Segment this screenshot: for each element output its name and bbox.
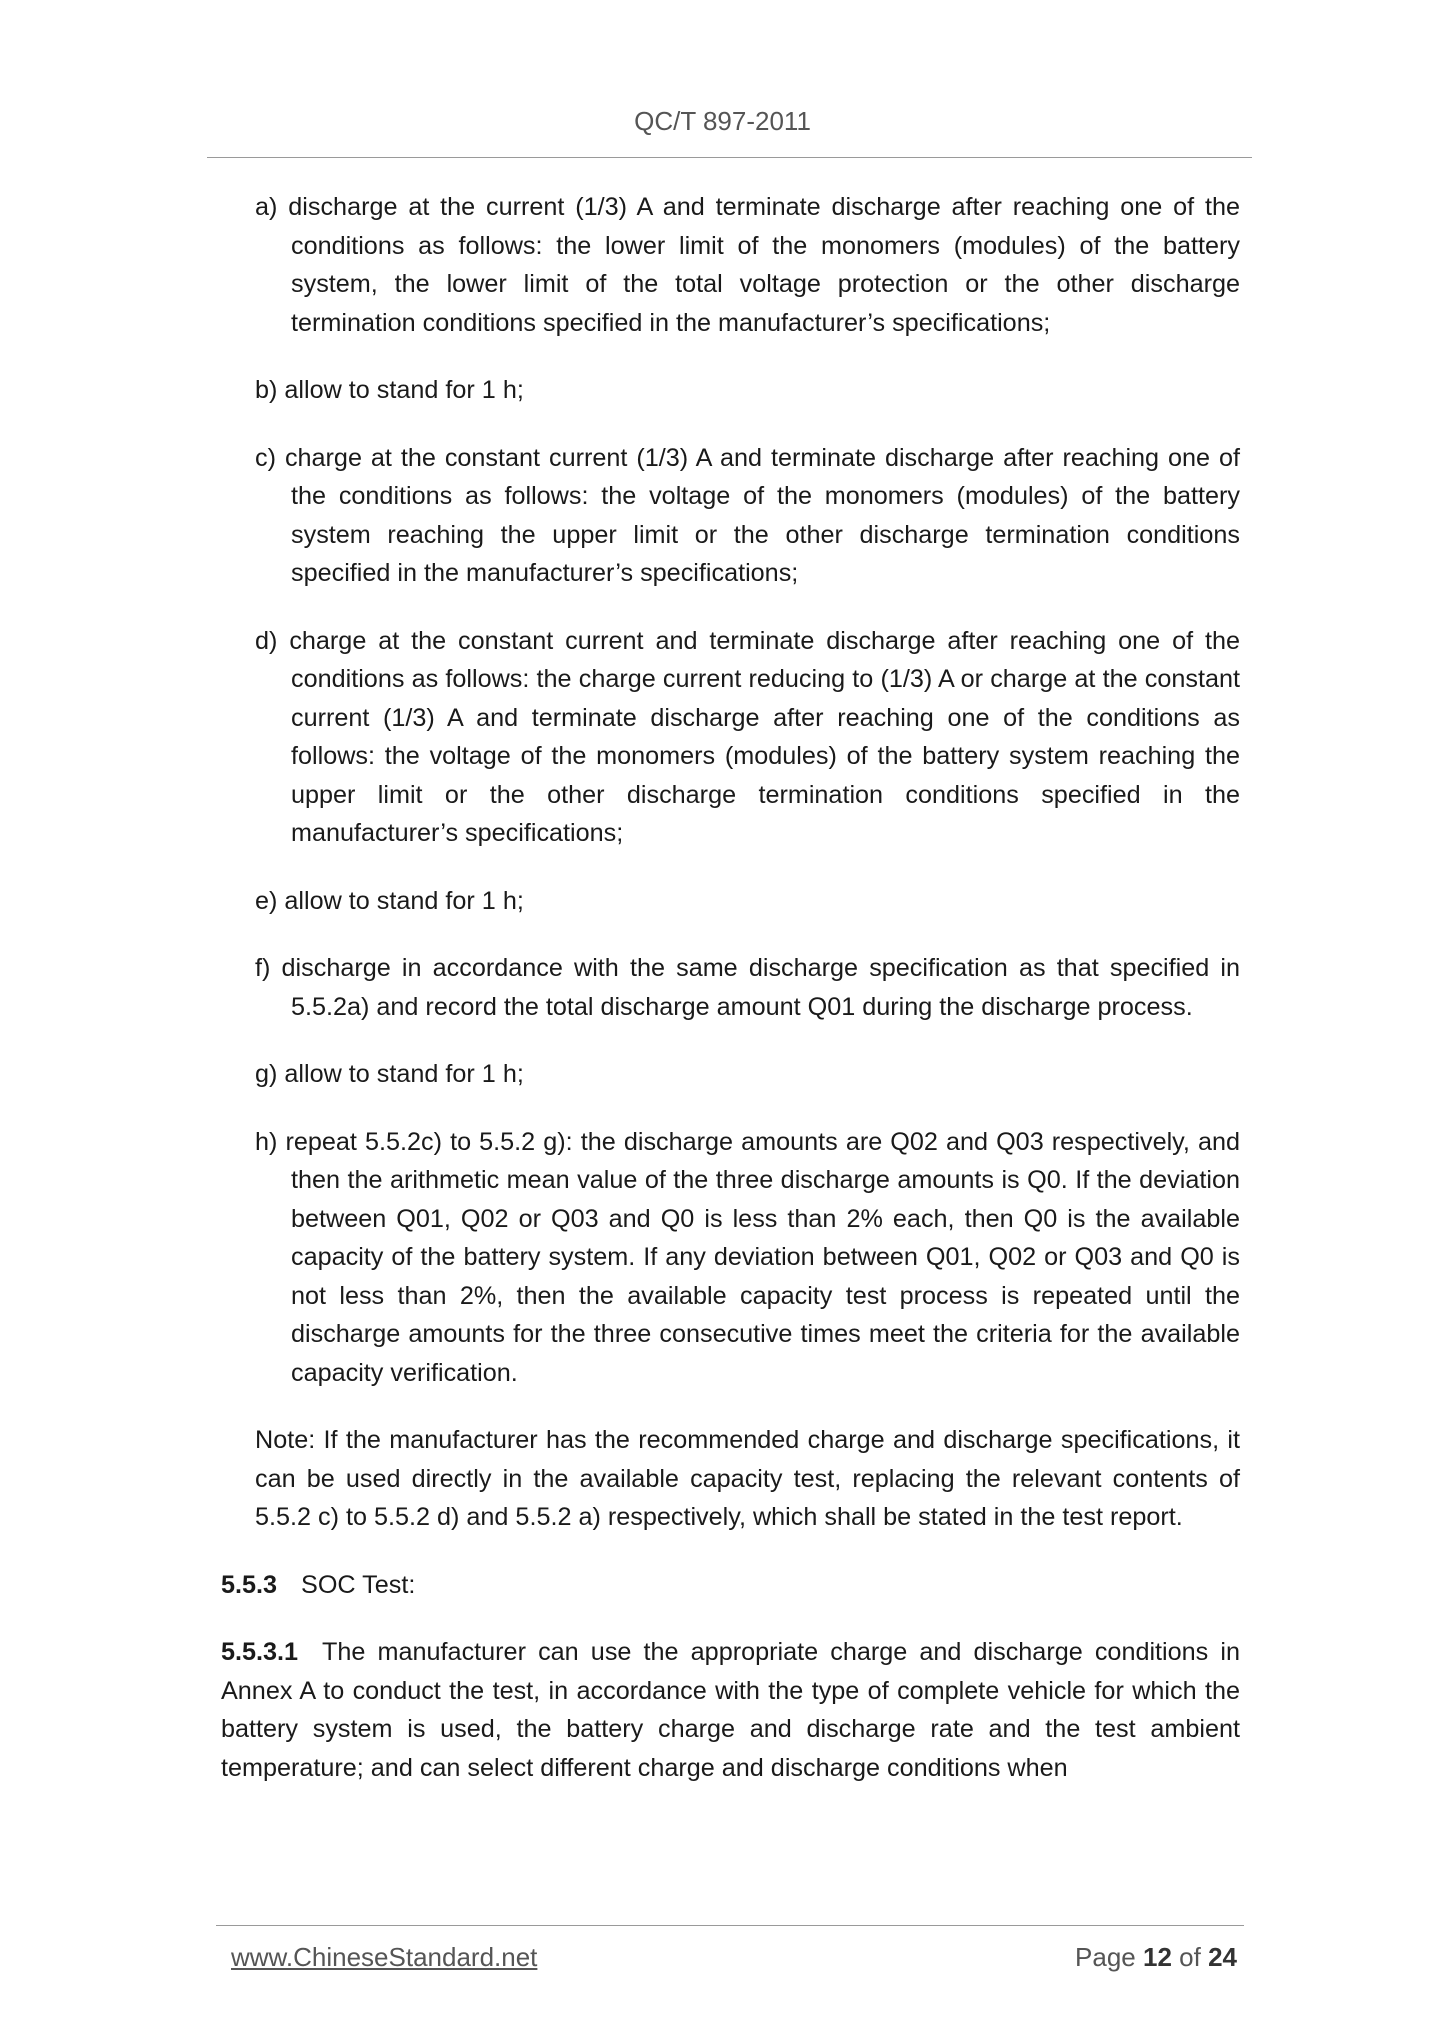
page-header-title: QC/T 897-2011 xyxy=(634,106,811,136)
step-label: h) xyxy=(255,1127,278,1156)
step-text: discharge in accordance with the same discharge specification as that specified in 5.5.2a) and record the total discharge amount Q01 during the discharge process. xyxy=(281,954,1241,1021)
step-text: allow to stand for 1 h; xyxy=(284,376,524,404)
step-f xyxy=(255,949,1240,1026)
step-a xyxy=(255,188,1240,342)
step-label: d) xyxy=(255,626,278,655)
page-current: 12 xyxy=(1143,1942,1172,1972)
header-divider xyxy=(207,157,1252,158)
page-prefix: Page xyxy=(1075,1942,1136,1972)
step-text: charge at the constant current and terminate discharge after reaching one of the conditions as follows: the charge current reducing to (1/3) A or charge at the constant current (1/3) A and terminate discharge after reaching one of the conditions as follows: the voltage of the monomers (modules) of the battery system reaching the upper limit or the other discharge termination conditions specified in the manufacturer’s specifications; xyxy=(289,626,1241,847)
subsection-paragraph xyxy=(221,1633,1240,1787)
subsection-number: 5.5.3.1 xyxy=(221,1638,299,1666)
note-paragraph: Note: If the manufacturer has the recommended charge and discharge specifications, it can be used directly in the available capacity test, replacing the relevant contents of 5.5.2 c) to 5.5.2 d) and 5.5.2 a) respectively, which shall be stated in the test report. xyxy=(255,1426,1240,1531)
step-text: repeat 5.5.2c) to 5.5.2 g): the discharge amounts are Q02 and Q03 respectively, and then the arithmetic mean value of the three discharge amounts is Q0. If the deviation between Q01, Q02 or Q03 and Q0 is less than 2% each, then Q0 is the available capacity of the battery system. If any deviation between Q01, Q02 or Q03 and Q0 is not less than 2%, then the available capacity test process is repeated until the discharge amounts for the three consecutive times meet the criteria for the available capacity verification. xyxy=(285,1127,1240,1387)
document-body xyxy=(221,188,1240,1787)
step-text: charge at the constant current (1/3) A and terminate discharge after reaching one of the conditions as follows: the voltage of the monomers (modules) of the battery system reaching the upper limit or the other discharge termination conditions specified in the manufacturer’s specifications; xyxy=(284,443,1240,587)
subsection-text: The manufacturer can use the appropriate charge and discharge conditions in Annex A to conduct the test, in accordance with the type of complete vehicle for which the battery system is used, the battery charge and discharge rate and the test ambient temperature; and can select different charge and discharge conditions when xyxy=(221,1638,1240,1782)
page-total: 24 xyxy=(1208,1942,1237,1972)
step-h xyxy=(255,1123,1240,1393)
step-d xyxy=(255,622,1240,853)
step-e xyxy=(255,882,1240,921)
step-label: g) xyxy=(255,1060,278,1088)
page-of: of xyxy=(1179,1942,1201,1972)
section-heading xyxy=(221,1566,1240,1605)
footer-divider xyxy=(216,1925,1244,1926)
footer-website-link[interactable]: www.ChineseStandard.net xyxy=(231,1942,538,1972)
step-label: b) xyxy=(255,376,278,404)
step-g xyxy=(255,1055,1240,1094)
page-number xyxy=(1075,1942,1237,1973)
step-b xyxy=(255,371,1240,410)
step-text: allow to stand for 1 h; xyxy=(284,1060,524,1088)
step-label: e) xyxy=(255,886,278,915)
step-c xyxy=(255,439,1240,593)
step-text: discharge at the current (1/3) A and terminate discharge after reaching one of the conditions as follows: the lower limit of the monomers (modules) of the battery system, the lower limit of the total voltage protection or the other discharge termination conditions specified in the manufacturer’s specifications; xyxy=(288,193,1241,337)
step-label: c) xyxy=(255,443,276,472)
step-text: allow to stand for 1 h; xyxy=(284,886,524,915)
section-number: 5.5.3 xyxy=(221,1570,278,1599)
section-title: SOC Test: xyxy=(301,1570,416,1599)
step-label: f) xyxy=(255,954,271,982)
step-label: a) xyxy=(255,193,278,221)
